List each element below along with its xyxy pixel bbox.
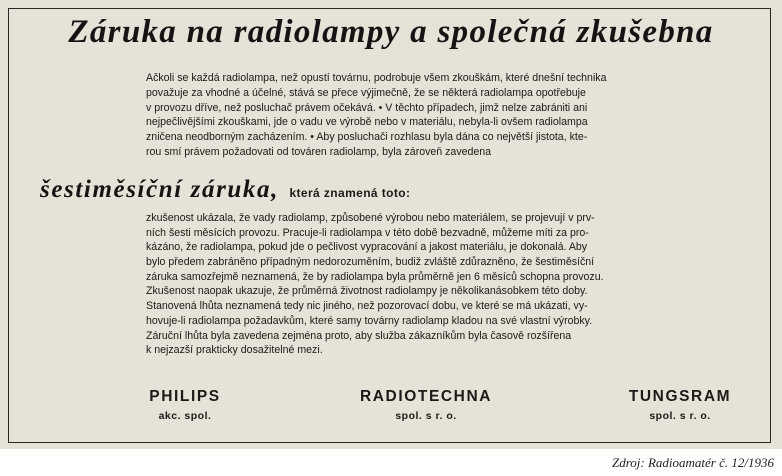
brand-company-type: akc. spol. (158, 410, 212, 422)
brand-name: RADIOTECHNA (359, 388, 493, 405)
body-line: bylo předem zabráněno případným nedorozuměním, budiž zvláště zdůrazněno, že šestiměsíční (146, 256, 595, 269)
intro-line: Ačkoli se každá radiolampa, než opustí továrnu, podrobuje všem zkouškám, které dnešní technika (146, 72, 607, 84)
brand-company-type: spol. s r. o. (649, 410, 711, 422)
body-line: záruka samozřejmě neznamená, že by radiolampa byla průměrně jen 6 měsíců schopna provozu. (146, 270, 604, 283)
intro-line: považuje za vhodné a účelné, stává se přece výjimečně, že se některá radiolampa opotřebuje (146, 86, 586, 99)
brand-tungsram (600, 388, 760, 422)
body-line: ních šesti měsících provozu. Pracuje-li radiolampa v této době bezvadně, můžeme míti za pro- (146, 226, 589, 239)
body-paragraph (146, 211, 756, 358)
body-line: Stanovená lhůta neznamená tedy nic jiného, než pozorovací dobu, ve které se má ukázati, vy- (146, 300, 588, 313)
ad-title: Záruka na radiolampy a společná zkušebna (68, 14, 714, 50)
body-line: kázáno, že radiolampa, pokud jde o pečlivost vypracování a jakost materiálu, je dokonalá. Aby (146, 241, 588, 254)
brand-name: TUNGSRAM (628, 388, 732, 405)
body-line: Záruční lhůta byla zavedena zejména proto, aby služba zákazníkům byla časově rozšířena (146, 329, 572, 342)
intro-line: nejpečlivějšími zkouškami, jde o vadu ve výrobě nebo v materiálu, nebyla-li ovšem radiolampa (146, 116, 588, 129)
subheading-main: šestiměsíční záruka, (40, 176, 279, 203)
body-line: hovuje-li radiolampa požadavkům, které samy továrny radiolamp kladou na své vlastní výrobky. (146, 314, 593, 327)
intro-line: rou smí právem požadovati od továren radiolamp, byla zároveň zavedena (146, 145, 492, 158)
body-line: k nejzazší prakticky dosažitelné mezi. (146, 344, 323, 357)
intro-line: v provozu dříve, než posluchač právem očekává. • V těchto případech, jimž nelze zabrániti ani (146, 101, 588, 114)
brand-philips (130, 388, 240, 422)
intro-paragraph (146, 71, 756, 160)
source-caption: Zdroj: Radioamatér č. 12/1936 (611, 455, 774, 470)
intro-line: zničena neodborným zacházením. • Aby posluchači rozhlasu byla dána co největší jistota, kte- (146, 131, 588, 144)
brand-name: PHILIPS (149, 388, 221, 405)
brand-radiotechna (331, 388, 521, 422)
subheading-tail: která znamená toto: (289, 186, 411, 200)
body-line: Zkušenost naopak ukazuje, že průměrná životnost radiolampy je několikanásobkem této doby. (146, 285, 588, 298)
body-line: zkušenost ukázala, že vady radiolamp, způsobené výrobou nebo materiálem, se projevují v prv- (146, 212, 595, 224)
brand-company-type: spol. s r. o. (395, 410, 457, 422)
warranty-subheading (40, 176, 410, 204)
